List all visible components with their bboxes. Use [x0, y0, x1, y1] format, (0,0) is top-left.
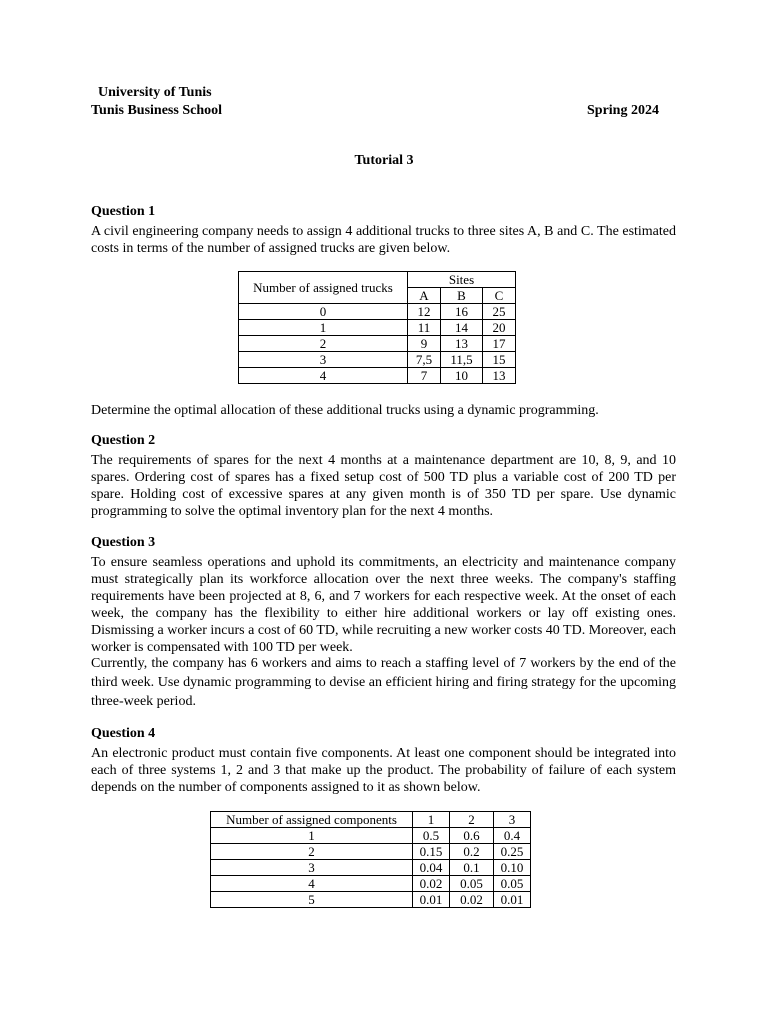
table-cell: 13: [441, 336, 483, 352]
question-3-heading: Question 3: [91, 535, 156, 550]
table-cell: 0.6: [450, 828, 494, 844]
table-cell: 17: [483, 336, 516, 352]
university-name: University of Tunis: [98, 85, 212, 100]
table-cell: 7,5: [408, 352, 441, 368]
table-cell: 4: [239, 368, 408, 384]
table-cell: 0.1: [450, 860, 494, 876]
table-cell: 0.02: [413, 876, 450, 892]
table-cell: 0.05: [494, 876, 531, 892]
sites-group-header: Sites: [408, 272, 516, 288]
table-cell: 0.2: [450, 844, 494, 860]
table-cell: 0.15: [413, 844, 450, 860]
table-cell: 16: [441, 304, 483, 320]
table-cell: 0.25: [494, 844, 531, 860]
table-cell: 0.01: [413, 892, 450, 908]
document-title: Tutorial 3: [354, 153, 414, 168]
question-1-task: Determine the optimal allocation of these additional trucks using a dynamic programming.: [91, 403, 599, 418]
table-row: [211, 844, 531, 860]
table-cell: 11,5: [441, 352, 483, 368]
question-3-text-2: Currently, the company has 6 workers and aims to reach a staffing level of 7 workers by the end of the third week. Use dynamic programming to devise an efficient hiring and firing strategy for the upcoming three-week period.: [91, 656, 676, 709]
site-column-header: A: [408, 288, 441, 304]
table-row: [239, 336, 516, 352]
table-cell: 0: [239, 304, 408, 320]
table-cell: 1: [239, 320, 408, 336]
table-row: [239, 304, 516, 320]
table-cell: 4: [211, 876, 413, 892]
table-row: [239, 320, 516, 336]
table-cell: 7: [408, 368, 441, 384]
table-cell: 2: [211, 844, 413, 860]
table-cell: 12: [408, 304, 441, 320]
table-cell: 10: [441, 368, 483, 384]
table-cell: 3: [211, 860, 413, 876]
question-4-intro: An electronic product must contain five components. At least one component should be integrated into each of three systems 1, 2 and 3 that make up the product. The probability of failure of each system depends on the number of components assigned to it as shown below.: [91, 746, 676, 795]
table-cell: 0.05: [450, 876, 494, 892]
table-cell: 0.04: [413, 860, 450, 876]
term-label: Spring 2024: [587, 103, 659, 118]
table-cell: 11: [408, 320, 441, 336]
table-cell: 15: [483, 352, 516, 368]
trucks-row-header: Number of assigned trucks: [239, 272, 408, 304]
site-column-header: B: [441, 288, 483, 304]
question-1-intro: A civil engineering company needs to assign 4 additional trucks to three sites A, B and C. The estimated costs in terms of the number of assigned trucks are given below.: [91, 224, 676, 256]
failure-probability-table: [210, 811, 531, 908]
table-row: [239, 368, 516, 384]
table-cell: 0.5: [413, 828, 450, 844]
table-row: [211, 876, 531, 892]
question-1-heading: Question 1: [91, 204, 156, 219]
components-column-header: Number of assigned components: [211, 812, 413, 828]
table-cell: 9: [408, 336, 441, 352]
question-2-text: The requirements of spares for the next 4 months at a maintenance department are 10, 8, 9, and 10 spares. Ordering cost of spares has a fixed setup cost of 500 TD plus a variable cost of 200 TD per spare. Holding cost of excessive spares at any given month is of 350 TD per spare. Use dynamic programming to solve the optimal inventory plan for the next 4 months.: [91, 453, 676, 519]
table-cell: 1: [211, 828, 413, 844]
question-3-text-1: To ensure seamless operations and uphold its commitments, an electricity and maintenance company must strategically plan its workforce allocation over the next three weeks. The company's staffing requirements have been projected at 8, 6, and 7 workers for each respective week. At the onset of each week, the company has the flexibility to either hire additional workers or lay off existing ones. Dismissing a worker incurs a cost of 60 TD, while recruiting a new worker costs 40 TD. Moreover, each worker is compensated with 100 TD per week.: [91, 555, 676, 655]
table-header-row: [211, 812, 531, 828]
question-2-heading: Question 2: [91, 433, 156, 448]
table-row: [211, 828, 531, 844]
table-row: [211, 892, 531, 908]
table-cell: 14: [441, 320, 483, 336]
table-cell: 0.4: [494, 828, 531, 844]
system-column-header: 2: [450, 812, 494, 828]
table-cell: 0.01: [494, 892, 531, 908]
system-column-header: 1: [413, 812, 450, 828]
trucks-cost-table: [238, 271, 516, 384]
table-cell: 13: [483, 368, 516, 384]
table-cell: 5: [211, 892, 413, 908]
table-row: [211, 860, 531, 876]
table-row: [239, 352, 516, 368]
table-cell: 25: [483, 304, 516, 320]
system-column-header: 3: [494, 812, 531, 828]
table-cell: 2: [239, 336, 408, 352]
table-cell: 3: [239, 352, 408, 368]
question-4-heading: Question 4: [91, 726, 156, 741]
school-name: Tunis Business School: [91, 103, 222, 118]
table-cell: 0.02: [450, 892, 494, 908]
table-cell: 20: [483, 320, 516, 336]
site-column-header: C: [483, 288, 516, 304]
table-cell: 0.10: [494, 860, 531, 876]
